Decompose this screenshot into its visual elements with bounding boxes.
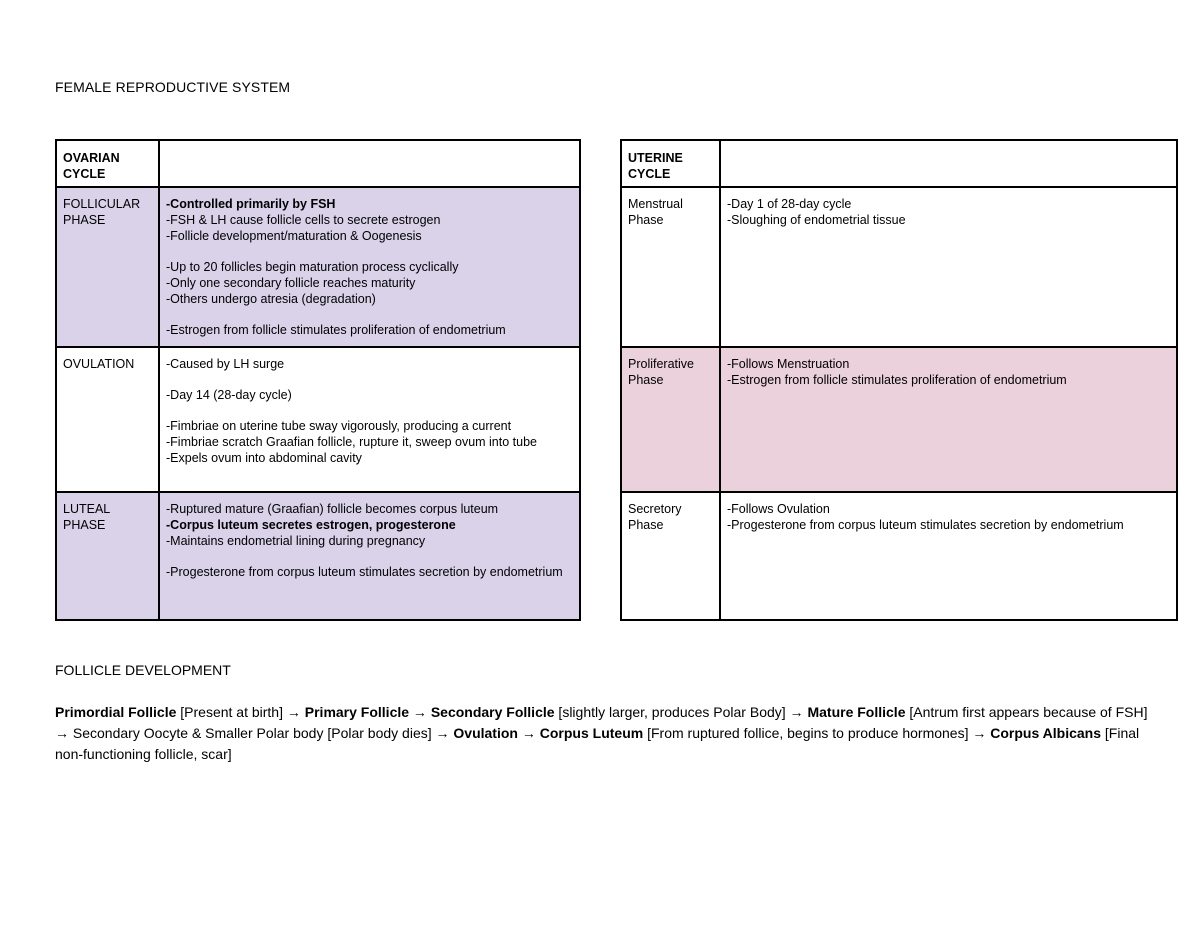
uterine-phase-details: [720, 347, 1177, 492]
flow-stage: Primary Follicle: [304, 704, 410, 720]
line-spacer: [166, 549, 573, 564]
table-row: [56, 492, 1177, 620]
detail-line: -Estrogen from follicle stimulates proliferation of endometrium: [727, 373, 1067, 387]
ovarian-cycle-header: OVARIAN CYCLE: [56, 140, 159, 187]
reproductive-cycles-table: [55, 139, 1178, 621]
document-title: FEMALE REPRODUCTIVE SYSTEM: [55, 79, 291, 95]
ovarian-phase-details: [159, 347, 580, 492]
detail-line: -Corpus luteum secretes estrogen, progesterone: [166, 518, 456, 532]
uterine-header-blank: [720, 140, 1177, 187]
flow-connector: [Final non-functioning follicle, scar]: [55, 725, 1140, 762]
flow-connector: →: [517, 725, 540, 741]
line-spacer: [166, 403, 573, 418]
detail-line: -FSH & LH cause follicle cells to secrete estrogen: [166, 213, 441, 227]
detail-line: -Follicle development/maturation & Oogenesis: [166, 229, 422, 243]
line-spacer: [166, 307, 573, 322]
table-header-row: [56, 140, 1177, 187]
ovarian-header-blank: [159, 140, 580, 187]
column-gap: [580, 492, 621, 620]
flow-connector: [From ruptured follice, begins to produce hormones] →: [643, 725, 991, 741]
flow-connector: [Antrum first appears because of FSH] → Secondary Oocyte & Smaller Polar body [Polar body dies] →: [55, 704, 1148, 741]
detail-line: -Maintains endometrial lining during pregnancy: [166, 534, 426, 548]
uterine-phase-label: Menstrual Phase: [621, 187, 720, 347]
detail-line: -Day 14 (28-day cycle): [166, 388, 292, 402]
detail-line: -Follows Ovulation: [727, 502, 830, 516]
flow-connector: [Present at birth] →: [176, 704, 305, 720]
column-gap: [580, 140, 621, 187]
detail-line: -Progesterone from corpus luteum stimulates secretion by endometrium: [727, 518, 1124, 532]
column-gap: [580, 347, 621, 492]
ovarian-phase-label: OVULATION: [56, 347, 159, 492]
column-gap: [580, 187, 621, 347]
section-title: FOLLICLE DEVELOPMENT: [55, 662, 231, 678]
table-row: [56, 347, 1177, 492]
ovarian-phase-label: LUTEAL PHASE: [56, 492, 159, 620]
flow-stage: Ovulation: [453, 725, 518, 741]
detail-line: -Others undergo atresia (degradation): [166, 292, 376, 306]
ovarian-phase-details: [159, 492, 580, 620]
detail-line: -Fimbriae scratch Graafian follicle, rupture it, sweep ovum into tube: [166, 435, 537, 449]
detail-line: -Ruptured mature (Graafian) follicle becomes corpus luteum: [166, 502, 499, 516]
flow-connector: →: [409, 704, 431, 720]
detail-line: -Estrogen from follicle stimulates proliferation of endometrium: [166, 323, 506, 337]
flow-stage: Corpus Luteum: [539, 725, 644, 741]
ovarian-phase-label: FOLLICULAR PHASE: [56, 187, 159, 347]
line-spacer: [166, 372, 573, 387]
detail-line: -Only one secondary follicle reaches maturity: [166, 276, 416, 290]
uterine-phase-label: Secretory Phase: [621, 492, 720, 620]
table-row: [56, 187, 1177, 347]
ovarian-phase-details: [159, 187, 580, 347]
detail-line: -Caused by LH surge: [166, 357, 285, 371]
uterine-phase-details: [720, 492, 1177, 620]
detail-line: -Expels ovum into abdominal cavity: [166, 451, 362, 465]
flow-stage: Secondary Follicle: [430, 704, 555, 720]
detail-line: -Follows Menstruation: [727, 357, 850, 371]
detail-line: -Day 1 of 28-day cycle: [727, 197, 852, 211]
uterine-phase-details: [720, 187, 1177, 347]
flow-connector: [slightly larger, produces Polar Body] →: [554, 704, 808, 720]
flow-stage: Primordial Follicle: [55, 704, 177, 720]
uterine-cycle-header: UTERINE CYCLE: [621, 140, 720, 187]
follicle-development-flow: [55, 702, 1165, 765]
uterine-phase-label: Proliferative Phase: [621, 347, 720, 492]
detail-line: -Progesterone from corpus luteum stimulates secretion by endometrium: [166, 565, 563, 579]
detail-line: -Up to 20 follicles begin maturation process cyclically: [166, 260, 459, 274]
flow-stage: Mature Follicle: [807, 704, 906, 720]
detail-line: -Fimbriae on uterine tube sway vigorously, producing a current: [166, 419, 512, 433]
detail-line: -Controlled primarily by FSH: [166, 197, 336, 211]
flow-stage: Corpus Albicans: [990, 725, 1101, 741]
line-spacer: [166, 244, 573, 259]
detail-line: -Sloughing of endometrial tissue: [727, 213, 906, 227]
